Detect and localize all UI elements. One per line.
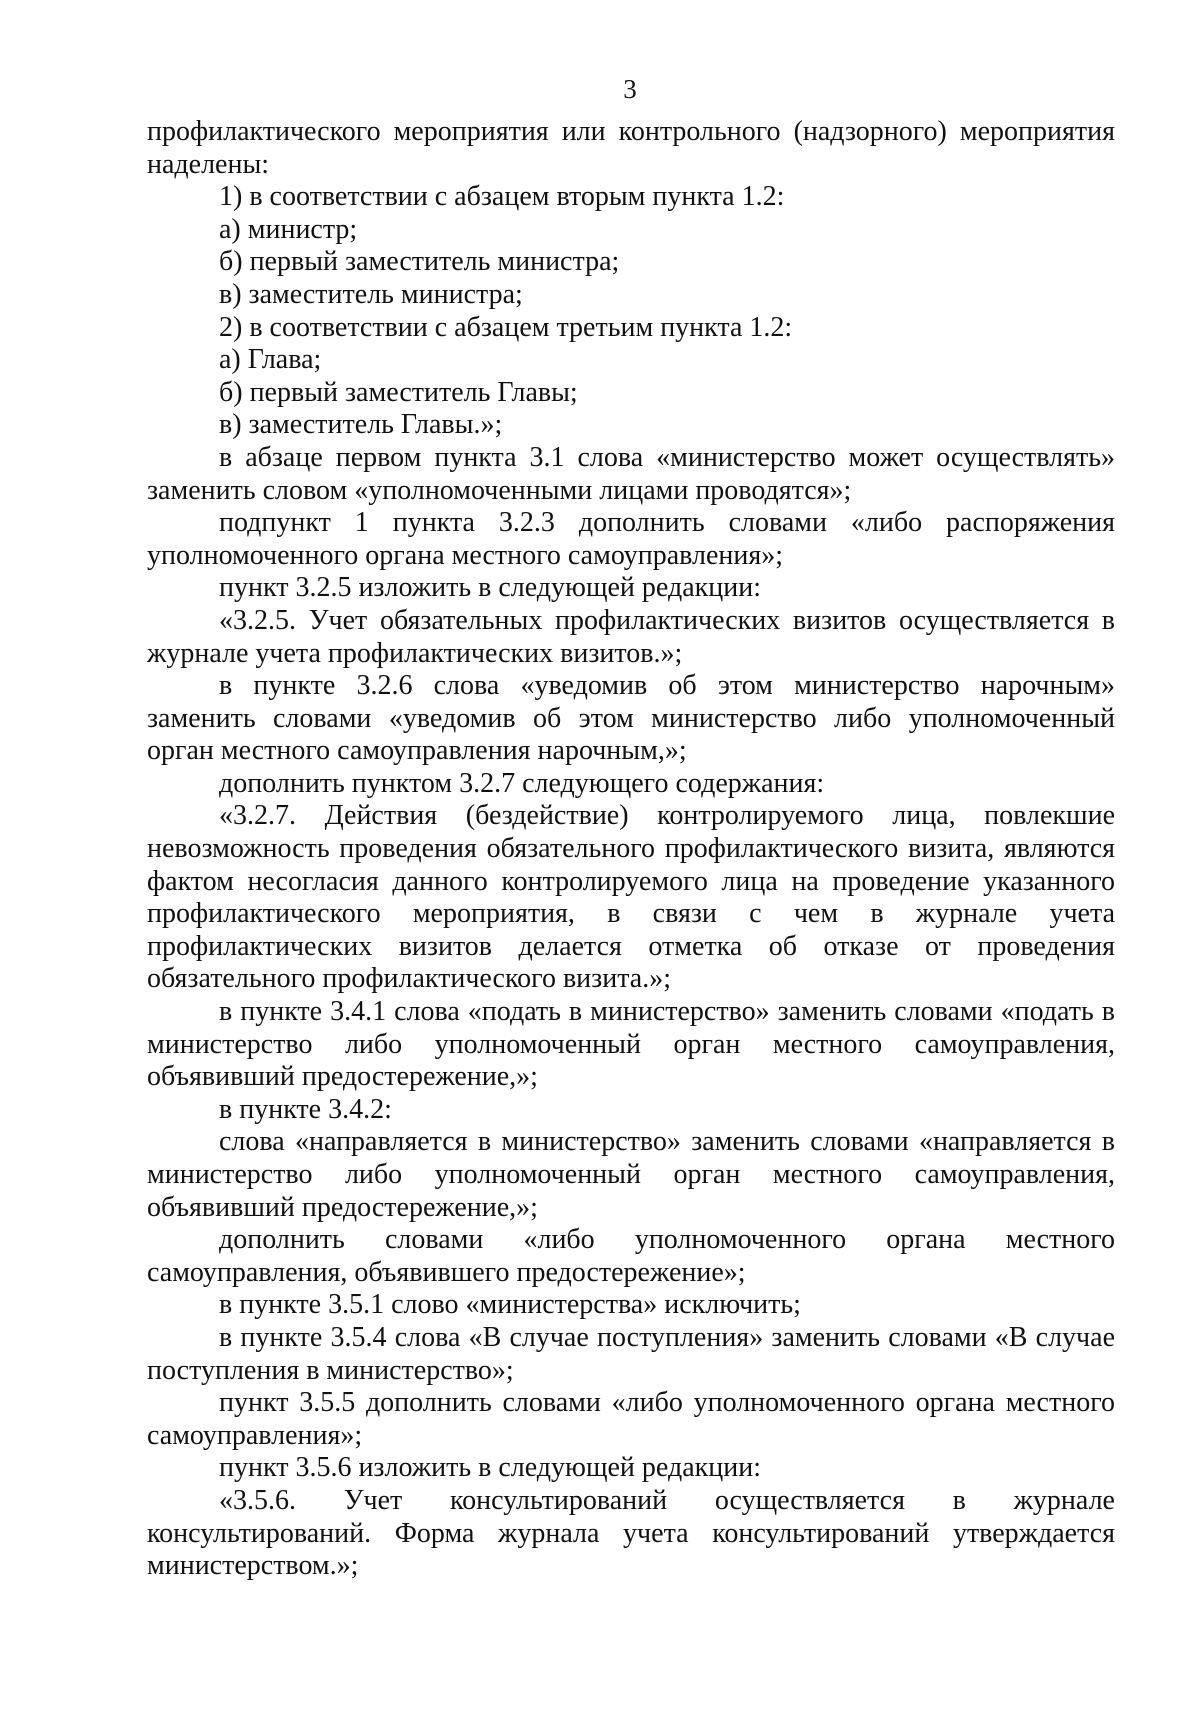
document-paragraph: в пункте 3.2.6 слова «уведомив об этом министерство нарочным» заменить словами «уведомив об этом министерство либо уполномоченный орган местного самоуправления нарочным,»; (147, 670, 1115, 767)
document-paragraph: а) Глава; (219, 344, 322, 376)
document-paragraph: а) министр; (219, 213, 358, 245)
document-paragraph: пункт 3.5.5 дополнить словами «либо уполномоченного органа местного самоуправления»; (147, 1387, 1115, 1451)
document-paragraph: слова «направляется в министерство» заменить словами «направляется в министерство либо уполномоченный орган местного самоуправления, объявивший предостережение,»; (147, 1126, 1115, 1223)
document-paragraph: в) заместитель министра; (219, 278, 523, 310)
page-number: 3 (623, 74, 637, 104)
document-paragraph: «3.2.5. Учет обязательных профилактических визитов осуществляется в журнале учета профилактических визитов.»; (147, 604, 1115, 669)
document-paragraph: б) первый заместитель министра; (219, 246, 620, 278)
document-paragraph: в пункте 3.5.4 слова «В случае поступления» заменить словами «В случае поступления в министерство»; (147, 1321, 1115, 1386)
document-paragraph: в абзаце первом пункта 3.1 слова «министерство может осуществлять» заменить словом «уполномоченными лицами проводятся»; (147, 441, 1115, 506)
document-paragraph: «3.5.6. Учет консультирований осуществляется в журнале консультирований. Форма журнала учета консультирований утверждается министерством.»; (147, 1484, 1115, 1582)
document-paragraph: «3.2.7. Действия (бездействие) контролируемого лица, повлекшие невозможность проведения обязательного профилактического визита, являются фактом несогласия данного контролируемого лица на проведение указанного профилактического мероприятия, в связи с чем в журнале учета профилактических визитов делается отметка об отказе от проведения обязательного профилактического визита.»; (147, 800, 1115, 995)
document-paragraph: б) первый заместитель Главы; (219, 376, 578, 408)
document-paragraph: профилактического мероприятия или контрольного (надзорного) мероприятия наделены: (147, 116, 1115, 180)
document-paragraph: в) заместитель Главы.»; (219, 409, 503, 441)
document-paragraph: дополнить пунктом 3.2.7 следующего содержания: (219, 767, 825, 799)
document-paragraph: дополнить словами «либо уполномоченного органа местного самоуправления, объявившего предостережение»; (147, 1224, 1115, 1288)
document-paragraph: 1) в соответствии с абзацем вторым пункта 1.2: (219, 181, 785, 213)
document-paragraph: в пункте 3.5.1 слово «министерства» исключить; (219, 1289, 801, 1321)
document-paragraph: в пункте 3.4.1 слова «подать в министерство» заменить словами «подать в министерство либо уполномоченный орган местного самоуправления, объявивший предостережение,»; (147, 996, 1115, 1093)
document-paragraph: пункт 3.2.5 изложить в следующей редакции: (219, 572, 761, 604)
document-paragraph: 2) в соответствии с абзацем третьим пункта 1.2: (219, 311, 793, 343)
document-body (147, 116, 1115, 1583)
document-paragraph: в пункте 3.4.2: (219, 1093, 392, 1125)
document-paragraph: подпункт 1 пункта 3.2.3 дополнить словами «либо распоряжения уполномоченного органа местного самоуправления»; (147, 507, 1115, 571)
document-paragraph: пункт 3.5.6 изложить в следующей редакции: (219, 1452, 761, 1484)
